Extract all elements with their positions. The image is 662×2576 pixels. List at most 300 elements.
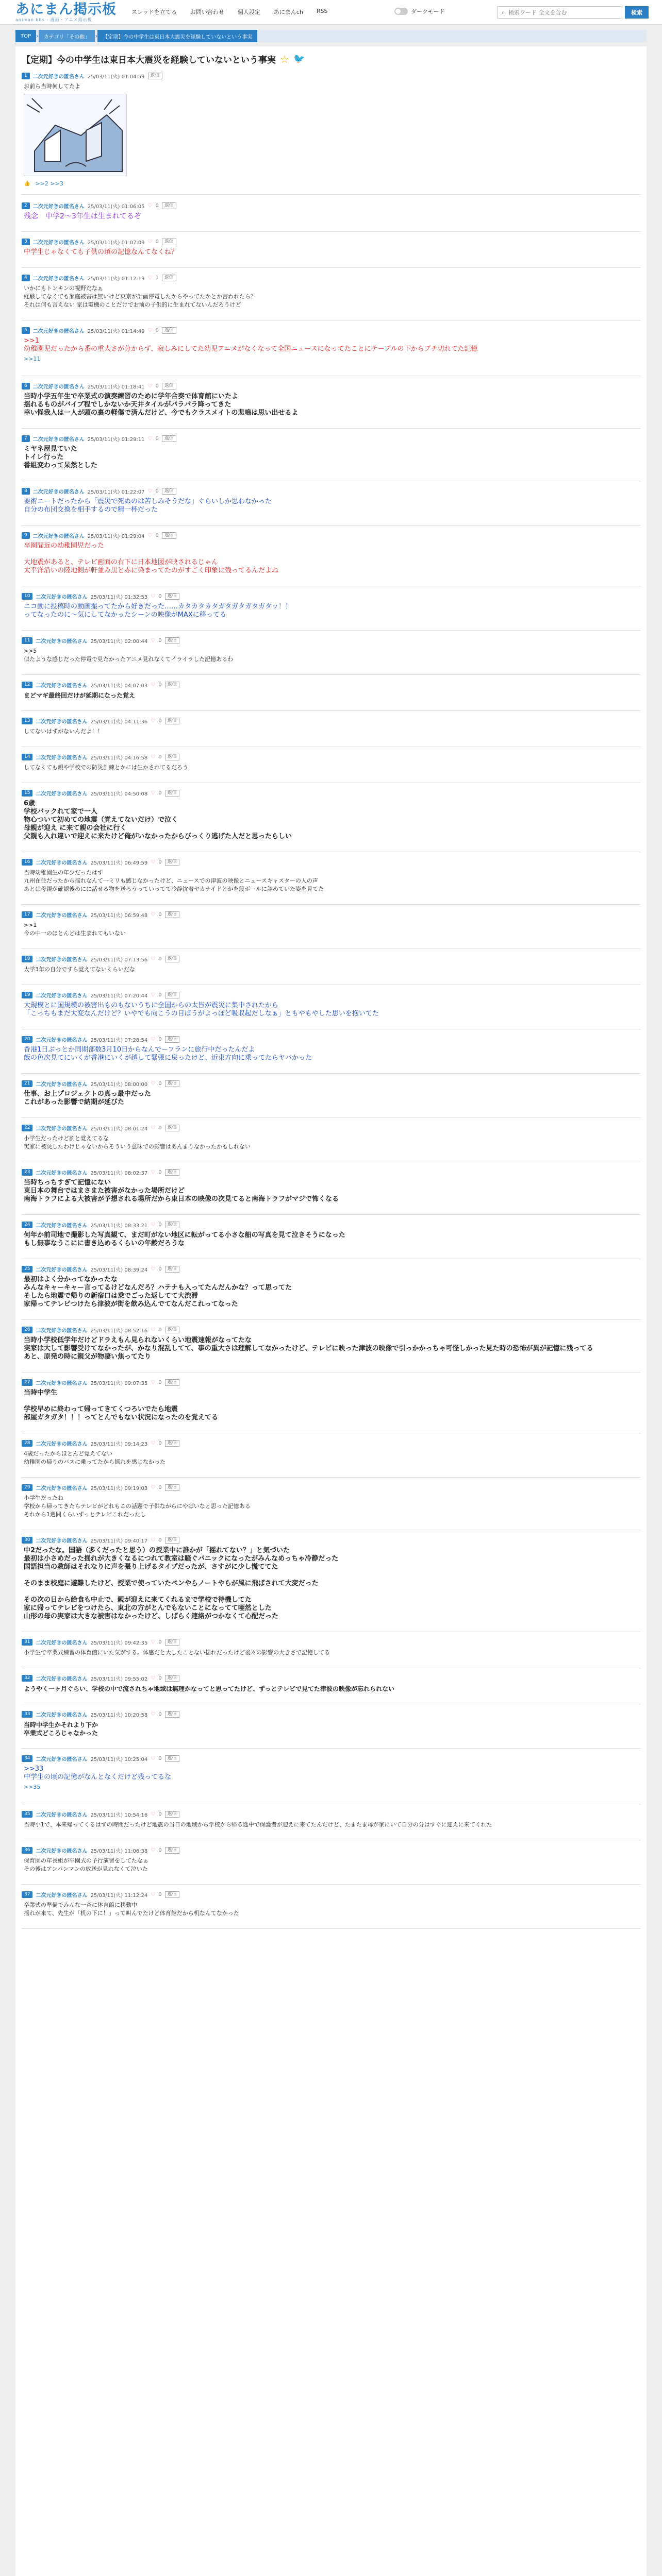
post-number[interactable]: 32 <box>22 1675 32 1682</box>
heart-icon[interactable]: ♡ <box>151 859 156 865</box>
post-date: 25/03/11(火) 07:28:54 <box>90 1037 148 1043</box>
search-button[interactable]: 検索 <box>625 6 649 19</box>
poster-name: 二次元好きの匿名さん <box>36 912 88 919</box>
heart-icon[interactable]: ♡ <box>151 1222 156 1228</box>
nav-rss[interactable]: RSS <box>316 8 328 14</box>
poster-name: 二次元好きの匿名さん <box>36 1485 88 1492</box>
heart-icon[interactable]: ♡ <box>151 754 156 760</box>
poster-name: 二次元好きの匿名さん <box>32 74 85 80</box>
reply-button[interactable]: 返信 <box>162 532 176 539</box>
good-count: 0 <box>158 1847 162 1853</box>
post-number[interactable]: 30 <box>22 1537 32 1544</box>
post-body: 小学生で卒業式練習の体育館にいた気がする。体感だと大したことない揺れだったけど後々の影響の大きさで記憶してる <box>24 1649 330 1656</box>
reply-button[interactable]: 返信 <box>165 859 179 866</box>
heart-icon[interactable]: ♡ <box>151 1537 156 1543</box>
post-body: いかにもトンキンの視野だなぁ 経験してなくても家庭被害は無いけど東京が計画停電したからやってたかとか言われたら？ それは何も言えない 家は電機のことだけでお前の子供的に生まれてないんだろうけど <box>24 285 256 308</box>
reply-button[interactable]: 返信 <box>165 992 179 998</box>
thread-post <box>22 1637 640 1668</box>
site-logo[interactable] <box>15 3 117 23</box>
reply-button[interactable]: 返信 <box>165 718 179 724</box>
post-body: 最初はよく分かってなかったな みんなキャーキャー言ってるけどなんだろ？ハテナも入ってたんだんかな？って思ってた そしたら地震で帰りの新宿口は乗でごった返してて大渋滞 家帰ってテレビつけたら津波が街を飲み込んでてなんだこれってなった <box>24 1276 292 1308</box>
poster-name: 二次元好きの匿名さん <box>36 1037 88 1043</box>
reply-button[interactable]: 返信 <box>165 956 179 962</box>
poster-name: 二次元好きの匿名さん <box>36 1380 88 1386</box>
thread-post <box>22 1220 640 1259</box>
good-count: 0 <box>158 1755 162 1761</box>
post-number[interactable]: 5 <box>22 327 30 334</box>
poster-name: 二次元好きの匿名さん <box>36 1267 88 1273</box>
poster-name: 二次元好きの匿名さん <box>36 1126 88 1132</box>
post-meta <box>22 434 640 443</box>
reply-button[interactable]: 返信 <box>165 1537 179 1544</box>
reply-link[interactable]: >>11 <box>24 355 41 362</box>
good-count: 0 <box>158 1440 162 1446</box>
share-twitter-icon[interactable]: 🐦 <box>293 54 305 64</box>
good-count: 0 <box>158 1811 162 1817</box>
post-meta <box>22 954 640 963</box>
post-date: 25/03/11(火) 01:29:04 <box>87 533 145 539</box>
logo-text: あにまん掲示板 <box>15 2 117 18</box>
post-date: 25/03/11(火) 09:07:35 <box>90 1380 148 1386</box>
thread-post <box>22 1483 640 1530</box>
post-meta <box>22 1845 640 1855</box>
post-meta <box>22 201 640 210</box>
post-number[interactable]: 12 <box>22 682 32 688</box>
reply-button[interactable]: 返信 <box>165 911 179 918</box>
reply-button[interactable]: 返信 <box>165 1036 179 1043</box>
good-count: 0 <box>158 718 162 724</box>
good-count: 0 <box>158 1675 162 1681</box>
reply-button[interactable]: 返信 <box>165 1327 179 1333</box>
thread-post <box>22 636 640 675</box>
post-body: 4歳だったからほとんど覚えてない 幼稚園の帰りのバスに乗ってたから揺れを感じなかった <box>24 1450 166 1465</box>
op-reactions <box>24 180 640 187</box>
reply-button[interactable]: 返信 <box>165 1266 179 1273</box>
post-number[interactable]: 9 <box>22 532 30 539</box>
search-input[interactable] <box>508 9 617 16</box>
reply-button[interactable]: 返信 <box>162 488 176 495</box>
good-count: 0 <box>158 1711 162 1717</box>
toggle-switch[interactable] <box>394 8 408 15</box>
thread-post <box>22 1167 640 1215</box>
post-meta <box>22 1378 640 1387</box>
reply-button[interactable]: 返信 <box>165 754 179 760</box>
post-number[interactable]: 22 <box>22 1125 32 1131</box>
heart-icon[interactable]: ♡ <box>151 911 156 918</box>
post-body: 小学生だったね 学校から帰ってきたらテレビがどれもこの話題で子供ながらにやばいなと思った記憶ある それから1週間くらいずっとテレビこれだったし <box>24 1495 251 1518</box>
post-number[interactable]: 10 <box>22 593 32 600</box>
post-meta <box>22 1438 640 1448</box>
heart-icon[interactable]: ♡ <box>151 1440 156 1446</box>
poster-name: 二次元好きの匿名さん <box>36 993 88 999</box>
post-body: 当時中学生かそれより下か 卒業式どころじゃなかった <box>24 1721 98 1737</box>
post-number[interactable]: 15 <box>22 790 32 796</box>
reply-button[interactable]: 返信 <box>162 202 176 209</box>
reply-button[interactable]: 返信 <box>165 682 179 688</box>
reply-button[interactable]: 返信 <box>165 1169 179 1176</box>
reply-button[interactable]: 返信 <box>165 1379 179 1386</box>
good-count: 0 <box>155 239 159 245</box>
poster-name: 二次元好きの匿名さん <box>36 860 88 866</box>
heart-icon[interactable]: ♡ <box>151 1379 156 1385</box>
good-count: 0 <box>158 1125 162 1131</box>
reply-button[interactable]: 返信 <box>165 1639 179 1646</box>
heart-icon[interactable]: ♡ <box>147 532 153 538</box>
post-meta <box>22 1809 640 1819</box>
post-number[interactable]: 1 <box>22 73 30 79</box>
reply-link[interactable]: >>35 <box>24 1784 41 1790</box>
heart-icon[interactable]: ♡ <box>151 1327 156 1333</box>
post-meta <box>22 237 640 246</box>
manga-panel-image <box>24 94 127 176</box>
post-date: 25/03/11(火) 01:32:53 <box>90 594 148 600</box>
post-body: 大学3年の自分ですら覚えてないくらいだな <box>24 966 135 973</box>
post-number[interactable]: 14 <box>22 754 32 760</box>
post-number[interactable]: 25 <box>22 1266 32 1273</box>
post-body: まどマギ最終回だけが延期になった覚え <box>24 692 136 699</box>
heart-icon[interactable]: ♡ <box>151 1125 156 1131</box>
reply-button[interactable]: 返信 <box>165 1711 179 1718</box>
logo-subtitle: animan bbs - 漫画・アニメ掲示板 <box>15 18 92 22</box>
heart-icon[interactable]: ♡ <box>147 275 153 281</box>
poster-name: 二次元好きの匿名さん <box>32 489 85 495</box>
post-date: 25/03/11(火) 08:02:37 <box>90 1170 148 1176</box>
post-body: してなくても親や学校での防災訓練とかには生かされてるだろう <box>24 764 188 771</box>
post-number[interactable]: 23 <box>22 1169 32 1176</box>
reply-button[interactable]: 返信 <box>165 593 179 600</box>
post-number[interactable]: 34 <box>22 1755 32 1762</box>
thread-post <box>22 788 640 852</box>
post-number[interactable]: 20 <box>22 1036 32 1043</box>
post-date: 25/03/11(火) 09:14:23 <box>90 1441 148 1447</box>
post-meta <box>22 1637 640 1647</box>
post-date: 25/03/11(火) 09:19:03 <box>90 1485 148 1492</box>
heart-icon[interactable]: ♡ <box>151 1080 156 1087</box>
poster-name: 二次元好きの匿名さん <box>36 1676 88 1682</box>
post-meta <box>22 1264 640 1274</box>
thread-post <box>22 990 640 1029</box>
reply-button[interactable]: 返信 <box>165 1811 179 1818</box>
post-number[interactable]: 21 <box>22 1080 32 1087</box>
post-body: 当時小学五年生で卒業式の演奏練習のために学年合奏で体育館にいたよ 揺れるものがバイブ程でしかないか天井タイルがパラパラ降ってきた 幸い怪我人は一人が頭の裏の軽傷で済んだけど、今でもクラスメイトの悲鳴は思い出せるよ <box>24 393 299 417</box>
post-body: 6歳 学校バックれて家で一人 物心ついて初めての地震（覚えてないだけ）で泣く 母親が迎え に来て親の会社に行く 父親も入れ違いで迎えに来たけど俺がいなかったからびっくり逃げた人だと思ったらしい <box>24 800 292 840</box>
good-count: 0 <box>158 956 162 962</box>
post-date: 25/03/11(火) 09:42:35 <box>90 1640 148 1646</box>
post-number[interactable]: 17 <box>22 911 32 918</box>
main-nav <box>131 8 328 16</box>
post-number[interactable]: 29 <box>22 1484 32 1491</box>
poster-name: 二次元好きの匿名さん <box>32 384 85 390</box>
good-count: 0 <box>158 911 162 918</box>
op-image[interactable] <box>24 94 127 176</box>
heart-icon[interactable]: ♡ <box>151 1711 156 1717</box>
good-count: 0 <box>155 435 159 442</box>
post-body: 当時ちっちすぎて記憶にない 東日本の舞台ではまさまた被害がなかった場所だけど 南海トラフによる大被害が予想される場所だから東日本の映像の次見てると南海トラフがマジで怖くなる <box>24 1179 339 1203</box>
reply-button[interactable]: 返信 <box>162 383 176 389</box>
reply-button[interactable]: 返信 <box>165 637 179 644</box>
thread-post <box>22 201 640 232</box>
good-count: 0 <box>158 1036 162 1042</box>
heart-icon[interactable]: ♡ <box>151 637 156 643</box>
post-date: 25/03/11(火) 11:06:38 <box>90 1848 148 1854</box>
poster-name: 二次元好きの匿名さん <box>32 436 85 443</box>
post-date: 25/03/11(火) 01:06:05 <box>87 204 145 210</box>
reply-button[interactable]: 返信 <box>165 1484 179 1491</box>
reply-button[interactable]: 返信 <box>165 1440 179 1447</box>
post-date: 25/03/11(火) 09:40:17 <box>90 1538 148 1544</box>
poster-name: 二次元好きの匿名さん <box>32 328 85 334</box>
post-number[interactable]: 36 <box>22 1847 32 1854</box>
poster-name: 二次元好きの匿名さん <box>36 594 88 600</box>
search-icon: ⌕ <box>501 8 505 16</box>
thread-post <box>22 1123 640 1162</box>
thread-post <box>22 1535 640 1632</box>
heart-icon[interactable]: ♡ <box>147 383 153 389</box>
post-meta <box>22 1673 640 1683</box>
reply-button[interactable]: 返信 <box>165 1755 179 1762</box>
reply-button[interactable]: 返信 <box>162 239 176 245</box>
post-number[interactable]: 7 <box>22 435 30 442</box>
heart-icon[interactable]: ♡ <box>147 435 153 442</box>
post-number[interactable]: 26 <box>22 1327 32 1333</box>
nav-animanch[interactable]: あにまんch <box>273 9 303 15</box>
post-date: 25/03/11(火) 08:39:24 <box>90 1267 148 1273</box>
reply-button[interactable]: 返信 <box>165 1125 179 1131</box>
heart-icon[interactable]: ♡ <box>151 1675 156 1681</box>
breadcrumb-top[interactable]: TOP <box>15 30 36 42</box>
good-count: 0 <box>158 992 162 998</box>
breadcrumb-separator: › <box>95 32 98 40</box>
post-body: 保育園の年長組が卒園式の予行演習をしてたなぁ その後はアンパンマンの放送が見れなくて泣いた <box>24 1857 148 1872</box>
reply-button[interactable]: 返信 <box>165 1675 179 1682</box>
heart-icon[interactable]: ♡ <box>147 239 153 245</box>
post-date: 25/03/11(火) 08:01:24 <box>90 1126 148 1132</box>
post-body: >>5 似たような感じだった停電で見たかったアニメ見れなくてイライラした記憶あるわ <box>24 648 234 663</box>
reply-button[interactable]: 返信 <box>162 275 176 281</box>
post-meta <box>22 71 640 80</box>
thread-post <box>22 531 640 586</box>
post-body: 仕事、お上プロジェクトの真っ最中だった これがあった影響で納期が延びた <box>24 1090 151 1106</box>
thread-post <box>22 857 640 905</box>
heart-icon[interactable]: ♡ <box>151 992 156 998</box>
heart-icon[interactable]: ♡ <box>151 1266 156 1272</box>
poster-name: 二次元好きの匿名さん <box>36 1892 88 1899</box>
post-meta <box>22 1754 640 1763</box>
post-meta <box>22 326 640 335</box>
poster-name: 二次元好きの匿名さん <box>36 1538 88 1544</box>
heart-icon[interactable]: ♡ <box>151 956 156 962</box>
poster-name: 二次元好きの匿名さん <box>32 204 85 210</box>
good-count: 0 <box>158 1891 162 1897</box>
post-meta <box>22 1709 640 1719</box>
reply-button[interactable]: 返信 <box>165 790 179 796</box>
post-date: 25/03/11(火) 10:54:16 <box>90 1812 148 1818</box>
post-meta <box>22 1035 640 1044</box>
thread-post <box>22 716 640 747</box>
post-number[interactable]: 6 <box>22 383 30 389</box>
post-date: 25/03/11(火) 07:20:44 <box>90 993 148 999</box>
post-meta <box>22 636 640 645</box>
thread-post <box>22 1264 640 1320</box>
poster-name: 二次元好きの匿名さん <box>36 1328 88 1334</box>
thread-header <box>22 53 305 65</box>
post-meta <box>22 591 640 601</box>
thread-post <box>22 1079 640 1118</box>
post-meta <box>22 716 640 725</box>
heart-icon[interactable]: ♡ <box>151 682 156 688</box>
post-date: 25/03/11(火) 04:11:36 <box>90 719 148 725</box>
thread-post <box>22 1673 640 1704</box>
heart-icon[interactable]: ♡ <box>151 1847 156 1853</box>
nav-contact[interactable]: お問い合わせ <box>190 9 224 15</box>
thread-post <box>22 1438 640 1478</box>
post-body: 中学生じゃなくても子供の頃の記憶なんてなくね？ <box>24 248 178 256</box>
op-post <box>22 71 640 195</box>
good-count: 0 <box>158 1222 162 1228</box>
post-number[interactable]: 37 <box>22 1891 32 1898</box>
post-number[interactable]: 27 <box>22 1379 32 1386</box>
breadcrumb-separator: › <box>36 32 39 40</box>
heart-icon[interactable]: ♡ <box>151 593 156 599</box>
heart-icon[interactable]: ♡ <box>147 488 153 494</box>
reply-button[interactable]: 返信 <box>165 1222 179 1228</box>
post-meta <box>22 1325 640 1334</box>
reply-button[interactable]: 返信 <box>165 1080 179 1087</box>
post-number[interactable]: 3 <box>22 239 30 245</box>
post-number[interactable]: 11 <box>22 637 32 644</box>
site-header <box>0 0 662 25</box>
thread-post <box>22 1754 640 1804</box>
breadcrumb <box>15 30 647 42</box>
post-number[interactable]: 31 <box>22 1639 32 1646</box>
post-number[interactable]: 2 <box>22 202 30 209</box>
post-number[interactable]: 35 <box>22 1811 32 1818</box>
good-count: 0 <box>158 790 162 796</box>
post-meta <box>22 381 640 391</box>
reply-button[interactable]: 返信 <box>162 327 176 334</box>
reply-button[interactable]: 返信 <box>148 73 162 79</box>
heart-icon[interactable]: ♡ <box>151 1639 156 1645</box>
breadcrumb-current: 【定期】今の中学生は東日本大震災を経験していないという事実 <box>97 30 257 42</box>
good-count: 0 <box>158 754 162 760</box>
post-body: >>1 幼稚園児だったから番の重大さが分からず、寂しみにしてた幼児アニメがなくなって全国ニュースになってたことにテーブルの下からブチ切れてた記憶 <box>24 337 478 353</box>
thread-post <box>22 434 640 481</box>
post-meta <box>22 273 640 282</box>
poster-name: 二次元好きの匿名さん <box>36 957 88 963</box>
post-date: 25/03/11(火) 01:12:19 <box>87 276 145 282</box>
post-number[interactable]: 33 <box>22 1711 32 1718</box>
nav-new-thread[interactable]: スレッドを立てる <box>131 9 177 15</box>
post-meta <box>22 1890 640 1899</box>
poster-name: 二次元好きの匿名さん <box>36 755 88 761</box>
heart-icon[interactable]: ♡ <box>151 1036 156 1042</box>
thread-post <box>22 1035 640 1074</box>
thread-post <box>22 1709 640 1749</box>
post-meta <box>22 1167 640 1177</box>
heart-icon[interactable]: ♡ <box>151 1891 156 1897</box>
thread-post <box>22 326 640 376</box>
post-body: 要術ニートだったから「震災で死ぬのは苦しみそうだな」ぐらいしか思わなかった 自分の布団交換を相手するので精一杯だった <box>24 498 272 514</box>
post-number[interactable]: 16 <box>22 859 32 866</box>
reply-button[interactable]: 返信 <box>162 435 176 442</box>
post-date: 25/03/11(火) 09:55:02 <box>90 1676 148 1682</box>
heart-icon[interactable]: ♡ <box>151 1169 156 1175</box>
post-number[interactable]: 4 <box>22 275 30 281</box>
post-meta <box>22 680 640 689</box>
poster-name: 二次元好きの匿名さん <box>36 719 88 725</box>
favorite-star-icon[interactable]: ☆ <box>280 53 289 65</box>
reply-links[interactable]: >>2 >>3 <box>35 180 63 187</box>
post-date: 25/03/11(火) 01:07:09 <box>87 240 145 246</box>
poster-name: 二次元好きの匿名さん <box>36 1812 88 1818</box>
thread-container <box>15 46 647 2576</box>
good-count: 1 <box>155 275 159 281</box>
post-date: 25/03/11(火) 08:33:21 <box>90 1223 148 1229</box>
nav-settings[interactable]: 個人設定 <box>237 9 260 15</box>
poster-name: 二次元好きの匿名さん <box>36 1848 88 1854</box>
heart-icon[interactable]: ♡ <box>151 1484 156 1490</box>
thread-post <box>22 910 640 949</box>
heart-icon[interactable]: ♡ <box>151 1811 156 1817</box>
good-count: 0 <box>155 327 159 333</box>
post-date: 25/03/11(火) 01:22:07 <box>87 489 145 495</box>
post-body: してないはずがないんだよ！！ <box>24 728 103 735</box>
heart-icon[interactable]: ♡ <box>147 202 153 209</box>
thumbs-up-icon[interactable]: 👍 <box>24 181 30 187</box>
heart-icon[interactable]: ♡ <box>147 327 153 333</box>
dark-mode-toggle[interactable] <box>394 7 445 15</box>
post-meta <box>22 910 640 919</box>
post-date: 25/03/11(火) 07:13:56 <box>90 957 148 963</box>
heart-icon[interactable]: ♡ <box>151 718 156 724</box>
breadcrumb-category[interactable]: カテゴリ「その他」 <box>39 30 95 42</box>
good-count: 0 <box>155 202 159 209</box>
poster-name: 二次元好きの匿名さん <box>36 1441 88 1447</box>
good-count: 0 <box>155 532 159 538</box>
poster-name: 二次元好きの匿名さん <box>36 683 88 689</box>
reply-button[interactable]: 返信 <box>165 1847 179 1854</box>
poster-name: 二次元好きの匿名さん <box>36 638 88 645</box>
heart-icon[interactable]: ♡ <box>151 1755 156 1761</box>
post-number[interactable]: 28 <box>22 1440 32 1447</box>
post-meta <box>22 857 640 867</box>
thread-post <box>22 591 640 631</box>
good-count: 0 <box>158 1484 162 1490</box>
post-body: 当時幼稚園生の年少だったはず 九州在住だったから揺れなんて一ミリも感じなかったけど、ニュースでの津波の映像とニュースキャスターの人の声 あとは母親が確認後めにに話せる物を送ろうっていってて冷静沈着ヤカナイドとかを段ボールに詰めていた姿を見てた <box>24 869 324 892</box>
reply-button[interactable]: 返信 <box>165 1891 179 1898</box>
post-number[interactable]: 13 <box>22 718 32 724</box>
good-count: 0 <box>158 859 162 865</box>
heart-icon[interactable]: ♡ <box>151 790 156 796</box>
post-date: 25/03/11(火) 02:00:44 <box>90 638 148 645</box>
post-number[interactable]: 24 <box>22 1222 32 1228</box>
thread-post <box>22 1378 640 1433</box>
post-date: 25/03/11(火) 04:50:08 <box>90 791 148 797</box>
post-body: 中2だったな。国語（多くだったと思う）の授業中に誰かが「揺れてない？」と気づいた 最初は小さめだった揺れが大きくなるにつれて教室は騒ぐパニックになったがみんなめっちゃ冷静だった 国語担当の教師はそれなりに声を張り上げるタイプだったが、さすがに少し慌ててた そのまま校庭に避難したけど、授業で使っていたペンやらノートやらが風に飛ばされて大変だった その次の日から給食も中止で、親が迎えに来てくれるまで学校で待機してた 家に帰ってテレビをつけたら、東北の方がとんでもないことになってて唖然とした 山形の母の実家は大きな被害はなかったけど、しばらく連絡がつかなくて心配だった <box>24 1547 339 1620</box>
post-number[interactable]: 19 <box>22 992 32 998</box>
post-meta <box>22 1079 640 1088</box>
post-body: 何年か前司地で撮影した写真観て、まだ町がない地区に転がってる小さな船の写真を見て泣きそうになった もし無事なうこにに書き込めるくらいの年齢だろうな <box>24 1231 345 1247</box>
good-count: 0 <box>158 1639 162 1645</box>
post-date: 25/03/11(火) 06:49:59 <box>90 860 148 866</box>
post-number[interactable]: 18 <box>22 956 32 962</box>
post-body: 小学生だったけど割と覚えてるな 実家に被災したわけじゃないからそういう意味での影響はあんまりなかったかもしれない <box>24 1135 251 1150</box>
poster-name: 二次元好きの匿名さん <box>32 533 85 539</box>
good-count: 0 <box>158 593 162 599</box>
good-count: 0 <box>158 682 162 688</box>
dark-mode-label: ダークモード <box>411 8 445 15</box>
post-number[interactable]: 8 <box>22 488 30 495</box>
